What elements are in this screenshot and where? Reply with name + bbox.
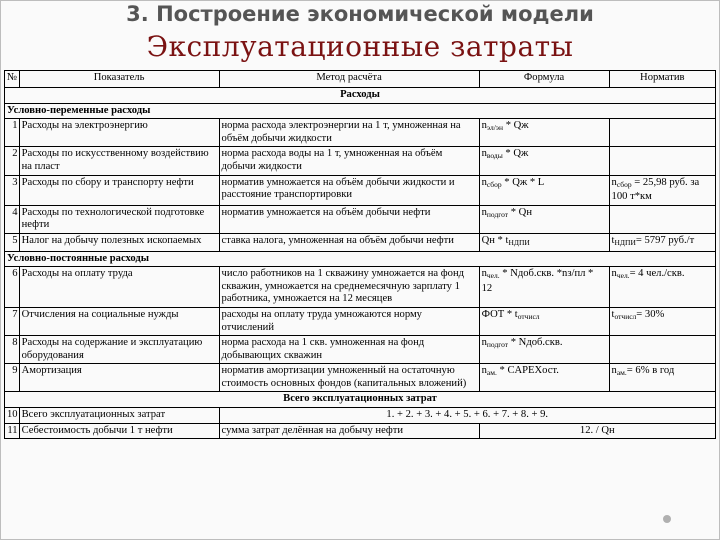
f-tail: * Qж bbox=[502, 148, 529, 160]
f-main: n bbox=[481, 148, 487, 160]
row-name: Расходы на электроэнергию bbox=[19, 119, 219, 147]
f-tail: * Qн bbox=[508, 206, 532, 218]
fixed-rows bbox=[5, 267, 716, 392]
row-num: 10 bbox=[5, 408, 20, 424]
section-row bbox=[5, 103, 716, 119]
f-subscript: чел. bbox=[486, 271, 500, 281]
section-expenses: Расходы bbox=[5, 88, 716, 104]
f-tail: * Nдоб.скв. *nз/пл * 12 bbox=[481, 268, 594, 294]
row-formula bbox=[479, 175, 609, 205]
table-row bbox=[5, 175, 716, 205]
row-num: 3 bbox=[5, 175, 20, 205]
header-name: Показатель bbox=[19, 71, 219, 88]
row-method: число работников на 1 скважину умножается на фонд скважин, умножается на среднемесячную зарплату 1 работника, умножается на 12 месяцев bbox=[219, 267, 479, 308]
header-norm: Норматив bbox=[609, 71, 715, 88]
row-norm bbox=[609, 175, 715, 205]
n-main: t bbox=[611, 308, 615, 320]
row-name: Всего эксплуатационных затрат bbox=[19, 408, 219, 424]
n-main: n bbox=[611, 268, 617, 280]
f-tail: * Nдоб.скв. bbox=[508, 337, 563, 349]
row-num: 11 bbox=[5, 423, 20, 439]
f-main: n bbox=[481, 337, 487, 349]
row-name: Расходы по сбору и транспорту нефти bbox=[19, 175, 219, 205]
n-subscript: НДПИ bbox=[614, 237, 636, 247]
f-tail: * CAPEXост. bbox=[496, 365, 559, 377]
row-name: Отчисления на социальные нужды bbox=[19, 307, 219, 335]
section-row bbox=[5, 251, 716, 267]
row-method: сумма затрат делённая на добычу нефти bbox=[219, 423, 479, 439]
row-formula bbox=[479, 233, 609, 251]
f-subscript: подгот bbox=[486, 340, 509, 350]
row-norm bbox=[609, 267, 715, 308]
n-tail: = 5797 руб./т bbox=[635, 234, 695, 246]
f-subscript: эл/эн bbox=[486, 123, 504, 133]
row-method: норматив умножается на объём добычи нефти bbox=[219, 205, 479, 233]
row-formula: 1. + 2. + 3. + 4. + 5. + 6. + 7. + 8. + 9. bbox=[219, 408, 715, 424]
f-tail: * Qж * L bbox=[501, 176, 545, 188]
row-norm bbox=[609, 364, 715, 392]
table-row bbox=[5, 267, 716, 308]
table-row-total bbox=[5, 408, 716, 424]
header-num: № bbox=[5, 71, 20, 88]
f-main: n bbox=[481, 120, 487, 132]
row-name: Расходы по искусственному воздействию на пласт bbox=[19, 147, 219, 175]
n-tail: = 25,98 руб. за 100 т*км bbox=[611, 176, 700, 203]
row-num: 6 bbox=[5, 267, 20, 308]
row-method: ставка налога, умноженная на объём добычи нефти bbox=[219, 233, 479, 251]
slide-subtitle: Эксплуатационные затраты bbox=[146, 30, 574, 63]
table-row bbox=[5, 336, 716, 364]
row-num: 4 bbox=[5, 205, 20, 233]
row-num: 9 bbox=[5, 364, 20, 392]
row-num: 2 bbox=[5, 147, 20, 175]
row-name: Себестоимость добычи 1 т нефти bbox=[19, 423, 219, 439]
table-row bbox=[5, 307, 716, 335]
n-main: n bbox=[611, 365, 617, 377]
row-norm bbox=[609, 147, 715, 175]
row-norm bbox=[609, 307, 715, 335]
f-main: n bbox=[481, 206, 487, 218]
n-subscript: чел. bbox=[616, 271, 630, 281]
f-subscript: сбор bbox=[486, 179, 502, 189]
row-formula: 12. / Qн bbox=[479, 423, 715, 439]
n-tail: = 4 чел./скв. bbox=[629, 268, 685, 280]
row-formula bbox=[479, 307, 609, 335]
row-num: 8 bbox=[5, 336, 20, 364]
row-formula bbox=[479, 267, 609, 308]
row-name: Расходы на оплату труда bbox=[19, 267, 219, 308]
row-method: норматив умножается на объём добычи жидкости и расстояние транспортировки bbox=[219, 175, 479, 205]
header-method: Метод расчёта bbox=[219, 71, 479, 88]
row-norm bbox=[609, 336, 715, 364]
row-method: норма расхода воды на 1 т, умноженная на объём добычи жидкости bbox=[219, 147, 479, 175]
cost-table bbox=[4, 70, 716, 439]
row-num: 1 bbox=[5, 119, 20, 147]
n-tail: = 30% bbox=[636, 308, 665, 320]
table-header-row bbox=[5, 71, 716, 88]
f-subscript: ам. bbox=[486, 368, 497, 378]
f-subscript: НДПИ bbox=[508, 237, 530, 247]
table-row bbox=[5, 147, 716, 175]
f-subscript: отчисл bbox=[517, 311, 540, 321]
row-formula bbox=[479, 205, 609, 233]
section-row bbox=[5, 392, 716, 408]
n-subscript: сбор bbox=[616, 179, 632, 189]
n-main: t bbox=[611, 234, 615, 246]
f-subscript: подгот bbox=[486, 209, 509, 219]
row-norm bbox=[609, 205, 715, 233]
f-subscript: воды bbox=[486, 151, 503, 161]
f-main: n bbox=[481, 176, 487, 188]
f-main: n bbox=[481, 365, 487, 377]
f-main: Qн * t bbox=[481, 234, 509, 246]
row-name: Расходы на содержание и эксплуатацию оборудования bbox=[19, 336, 219, 364]
f-main: n bbox=[481, 268, 487, 280]
row-name: Амортизация bbox=[19, 364, 219, 392]
header-formula: Формула bbox=[479, 71, 609, 88]
table-row bbox=[5, 364, 716, 392]
row-num: 5 bbox=[5, 233, 20, 251]
row-formula bbox=[479, 336, 609, 364]
n-main: n bbox=[611, 176, 617, 188]
row-method: расходы на оплату труда умножаются норму отчислений bbox=[219, 307, 479, 335]
f-tail: * Qж bbox=[503, 120, 529, 132]
total-header: Всего эксплуатационных затрат bbox=[5, 392, 716, 408]
variable-rows bbox=[5, 119, 716, 251]
row-method: норматив амортизации умноженный на остаточную стоимость основных фондов (капитальных вложений) bbox=[219, 364, 479, 392]
slide-dot bbox=[663, 515, 671, 523]
slide-title: 3. Построение экономической модели bbox=[126, 2, 594, 26]
n-subscript: отчисл bbox=[614, 311, 637, 321]
row-norm bbox=[609, 233, 715, 251]
row-method: норма расхода электроэнергии на 1 т, умноженная на объём добычи жидкости bbox=[219, 119, 479, 147]
section-row bbox=[5, 88, 716, 104]
table-row bbox=[5, 205, 716, 233]
f-main: ФОТ * t bbox=[481, 308, 518, 320]
row-name: Налог на добычу полезных ископаемых bbox=[19, 233, 219, 251]
row-name: Расходы по технологической подготовке нефти bbox=[19, 205, 219, 233]
row-num: 7 bbox=[5, 307, 20, 335]
row-method: норма расхода на 1 скв. умноженная на фонд добывающих скважин bbox=[219, 336, 479, 364]
n-subscript: ам. bbox=[616, 368, 627, 378]
section-variable: Условно-переменные расходы bbox=[5, 103, 716, 119]
n-tail: = 6% в год bbox=[626, 365, 675, 377]
table-row bbox=[5, 119, 716, 147]
row-formula bbox=[479, 364, 609, 392]
section-fixed: Условно-постоянные расходы bbox=[5, 251, 716, 267]
row-formula bbox=[479, 147, 609, 175]
table-row-cost bbox=[5, 423, 716, 439]
row-formula bbox=[479, 119, 609, 147]
row-norm bbox=[609, 119, 715, 147]
table-row bbox=[5, 233, 716, 251]
